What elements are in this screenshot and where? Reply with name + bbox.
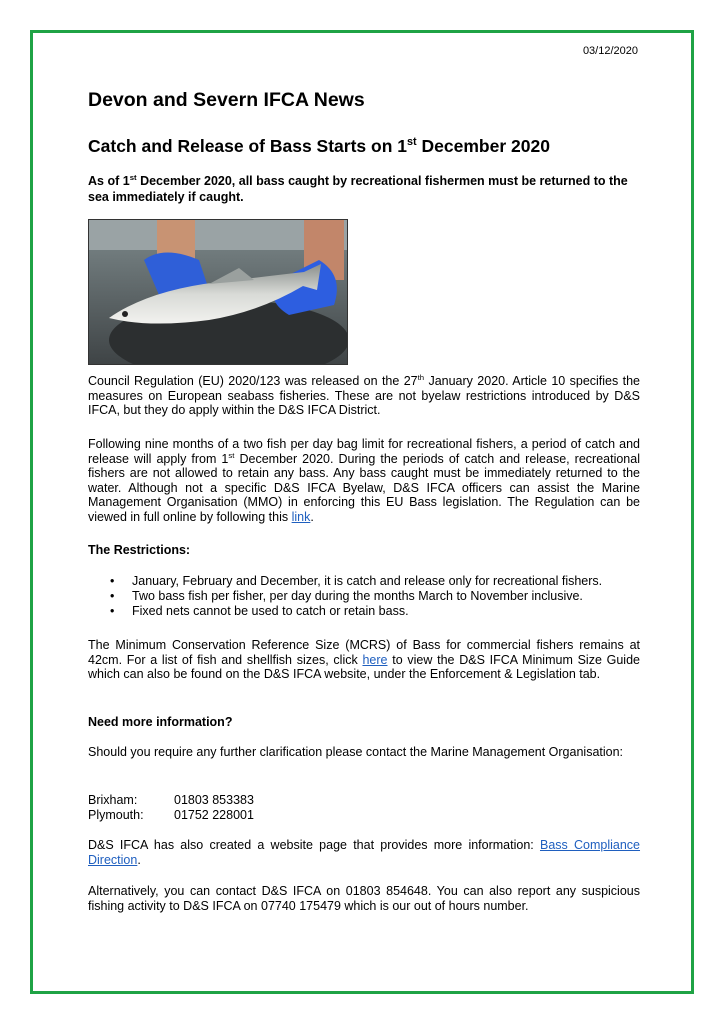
bullet-icon: • (110, 574, 115, 588)
headline: Catch and Release of Bass Starts on 1st December 2020 (88, 136, 550, 156)
contact-row-brixham: Brixham: 01803 853383 (88, 793, 254, 807)
regulation-link[interactable]: link (291, 509, 311, 524)
date: 03/12/2020 (582, 45, 638, 57)
bullet-icon: • (110, 604, 115, 618)
list-item: • Fixed nets cannot be used to catch or retain bass. (110, 604, 409, 618)
paragraph-catch-release: Following nine months of a two fish per day bag limit for recreational fishers, a period of catch and release will apply from 1st December 2020. During the periods of catch and release, recreational fishers are not allowed to retain any bass. Any bass caught must be immediately returned to the water. Although not a specific D&S IFCA Byelaw, D&S IFCA officers can assist the Marine Management Organisation (MMO) in enforcing this EU Bass legislation. The Regulation can be viewed in full online by following this link. (88, 437, 640, 524)
paragraph-regulation: Council Regulation (EU) 2020/123 was released on the 27th January 2020. Article 10 specifies the measures on European seabass fisheries. These are not byelaw restrictions introduced by D&S IFCA, but they do apply within the D&S IFCA District. (88, 372, 640, 417)
bass-compliance-link[interactable]: Bass Compliance Direction (88, 838, 641, 867)
paragraph-alternative-contact: Alternatively, you can contact D&S IFCA on 01803 854648. You can also report any suspicious fishing activity to D&S IFCA on 07740 175479 which is our out of hours number. (88, 884, 640, 913)
page-title: Devon and Severn IFCA News (88, 89, 365, 111)
fish-photo (88, 219, 348, 365)
size-guide-link[interactable]: here (362, 652, 388, 667)
paragraph-contact-mmo: Should you require any further clarification please contact the Marine Management Organisation: (88, 745, 624, 759)
bass-in-hands-image (89, 220, 347, 364)
paragraph-website: D&S IFCA has also created a website page that provides more information: Bass Compliance Direction. (88, 838, 641, 867)
more-info-heading: Need more information? (88, 715, 233, 729)
bullet-icon: • (110, 589, 115, 603)
paragraph-mcrs: The Minimum Conservation Reference Size (MCRS) of Bass for commercial fishers remains at 42cm. For a list of fish and shellfish sizes, click here to view the D&S IFCA Minimum Size Guide which can also be found on the D&S IFCA website, under the Enforcement & Legislation tab. (88, 638, 640, 681)
list-item: • January, February and December, it is catch and release only for recreational fishers. (110, 574, 603, 588)
restrictions-list (110, 574, 650, 619)
contact-row-plymouth: Plymouth: 01752 228001 (88, 808, 254, 822)
list-item: • Two bass fish per fisher, per day during the months March to November inclusive. (110, 589, 583, 603)
intro-text: As of 1st December 2020, all bass caught by recreational fishermen must be returned to the sea immediately if caught. (88, 172, 628, 204)
restrictions-heading: The Restrictions: (88, 543, 191, 557)
